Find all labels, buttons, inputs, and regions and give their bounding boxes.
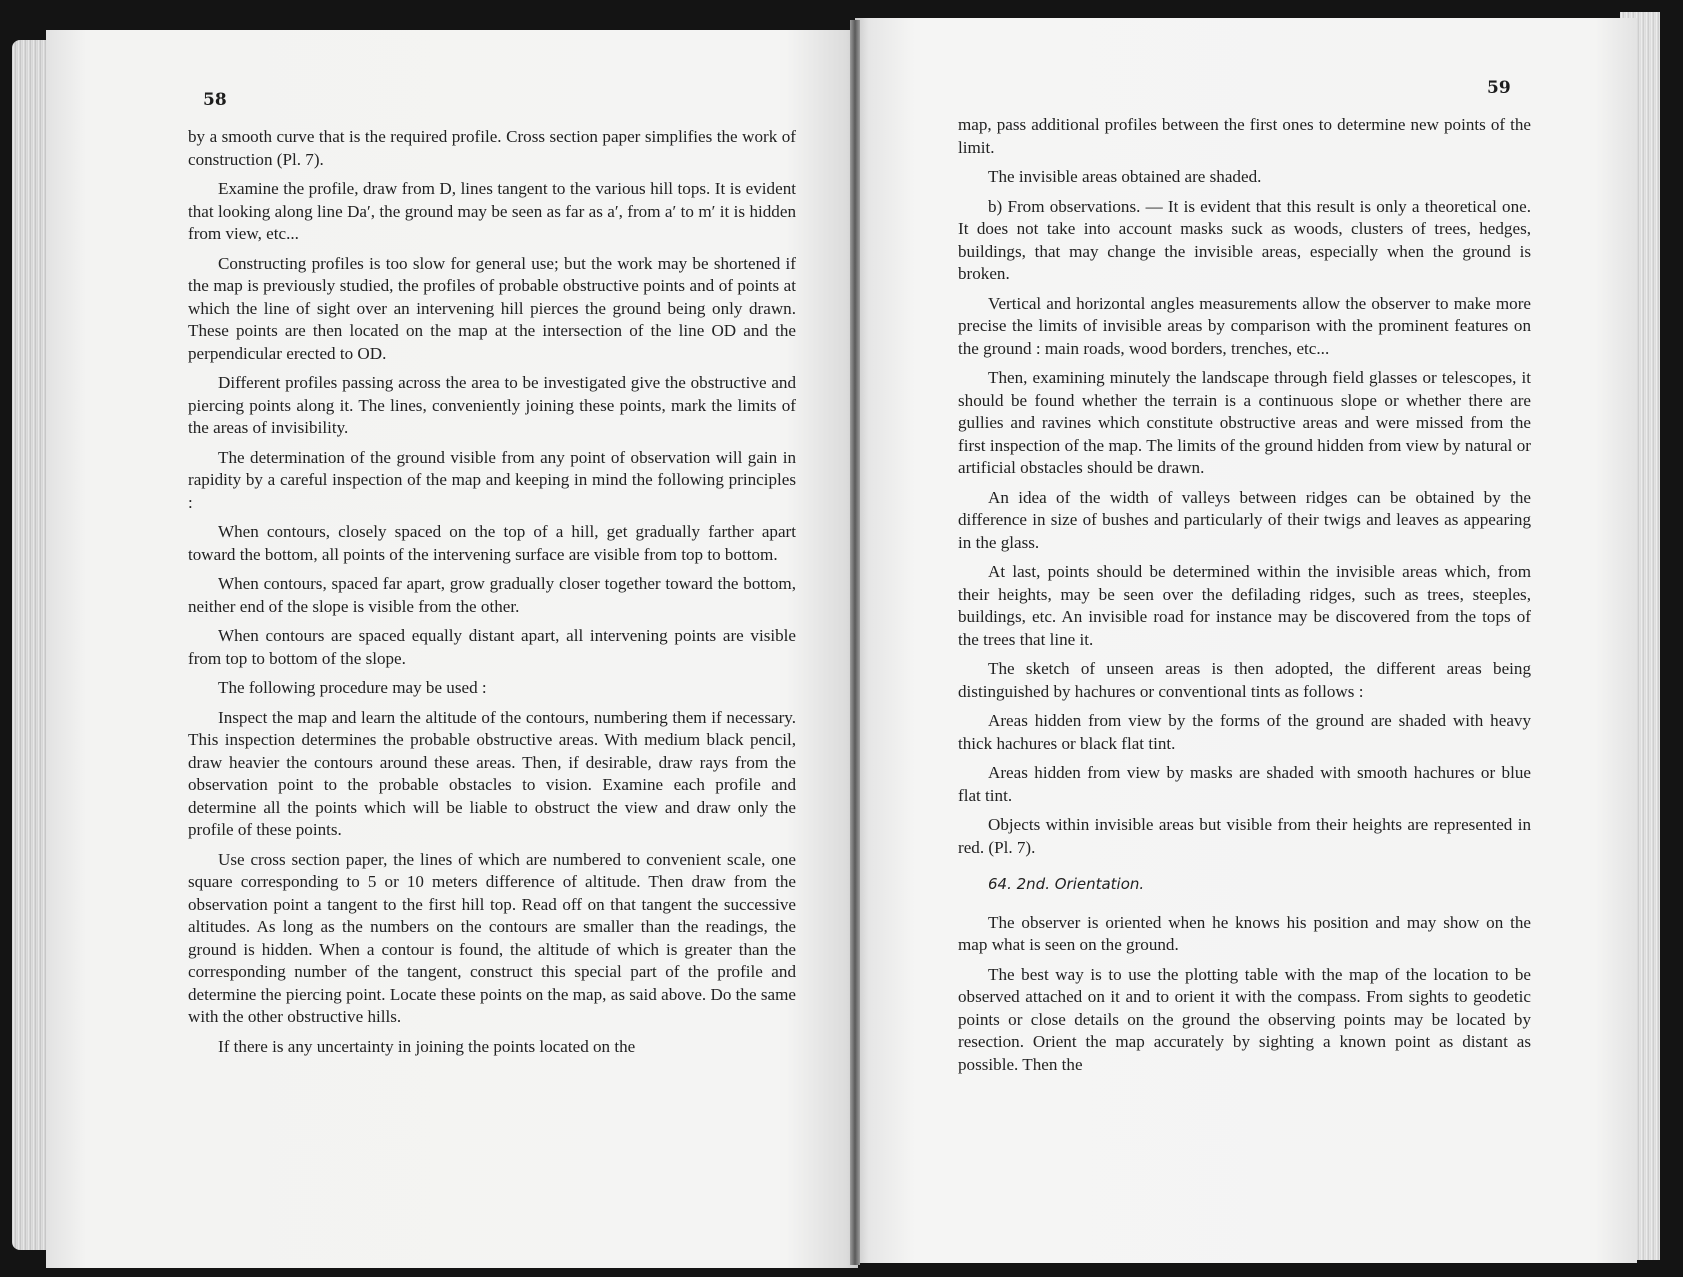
- paragraph: The invisible areas obtained are shaded.: [988, 167, 1262, 186]
- paragraph: The sketch of unseen areas is then adopted, the different areas being distinguished by hachures or conventional tints as follows :: [958, 659, 1531, 701]
- paragraph: Examine the profile, draw from D, lines tangent to the various hill tops. It is evident that looking along line Da′, the ground may be seen as far as a′, from a′ to m′ it is hidden from view, etc...: [188, 179, 796, 243]
- paragraph: Vertical and horizontal angles measurements allow the observer to make more precise the limits of invisible areas by comparison with the prominent features on the ground : main roads, wood borders, trenches, etc...: [958, 293, 1531, 358]
- paragraph: Objects within invisible areas but visible from their heights are represented in red. (Pl. 7).: [958, 815, 1531, 857]
- paragraph: At last, points should be determined within the invisible areas which, from their heights, may be seen over the defilading ridges, such as trees, steeples, buildings, etc. An invisible road for instance may be discovered from the tops of the trees that line it.: [958, 562, 1531, 649]
- paragraph: Use cross section paper, the lines of which are numbered to convenient scale, one square corresponding to 5 or 10 meters difference of altitude. Then draw from the observation point a tangent to the first hill top. Read off on that tangent the successive altitudes. As long as the numbers on the contours are smaller than the readings, the ground is hidden. When a contour is found, the altitude of which is greater than the corresponding number of the tangent, construct this special part of the profile and determine the piercing point. Locate these points on the map, as said above. Do the same with the other obstructive hills.: [188, 849, 796, 1026]
- paragraph: When contours are spaced equally distant apart, all intervening points are visible from top to bottom of the slope.: [188, 626, 796, 668]
- paragraph: An idea of the width of valleys between ridges can be obtained by the difference in size of bushes and particularly of their twigs and leaves as appearing in the glass.: [958, 487, 1531, 552]
- paragraph: The observer is oriented when he knows his position and may show on the map what is seen on the ground.: [958, 912, 1531, 954]
- paragraph: The best way is to use the plotting table with the map of the location to be observed attached on it and to orient it with the compass. From sights to geodetic points or close details on the ground the observing points may be located by resection. Orient the map accurately by sighting a known point as distant as possible. Then the: [958, 964, 1531, 1074]
- page-number: 58: [203, 90, 227, 110]
- page-number: 59: [1487, 78, 1511, 98]
- paragraph: by a smooth curve that is the required profile. Cross section paper simplifies the work of construction (Pl. 7).: [188, 127, 796, 169]
- left-page-body: [188, 126, 796, 1065]
- paragraph: Areas hidden from view by masks are shaded with smooth hachures or blue flat tint.: [958, 763, 1531, 805]
- paragraph: Different profiles passing across the area to be investigated give the obstructive and piercing points along it. The lines, conveniently joining these points, mark the limits of the areas of invisibility.: [188, 373, 796, 437]
- paragraph: If there is any uncertainty in joining the points located on the: [218, 1036, 636, 1056]
- paragraph: Inspect the map and learn the altitude of the contours, numbering them if necessary. This inspection determines the probable obstructive areas. With medium black pencil, draw heavier the contours around these areas. Then, if desirable, draw rays from the observation point to the probable obstacles to vision. Examine each profile and determine all the points which will be liable to obstruct the view and draw only the profile of these points.: [188, 707, 796, 839]
- paragraph: map, pass additional profiles between the first ones to determine new points of the limit.: [958, 115, 1531, 157]
- paragraph: Then, examining minutely the landscape through field glasses or telescopes, it should be found whether the terrain is a continuous slope or whether there are gullies and ravines which constitute obstructive areas and were missed from the first inspection of the map. The limits of the ground hidden from view by natural or artificial obstacles should be drawn.: [958, 368, 1531, 477]
- paragraph: The determination of the ground visible from any point of observation will gain in rapidity by a careful inspection of the map and keeping in mind the following principles :: [188, 447, 796, 512]
- paragraph: The following procedure may be used :: [218, 678, 487, 697]
- paragraph: When contours, closely spaced on the top of a hill, get gradually farther apart toward the bottom, all points of the intervening surface are visible from top to bottom.: [188, 522, 796, 564]
- right-page: [855, 18, 1637, 1263]
- left-page: [46, 30, 858, 1268]
- paragraph: Areas hidden from view by the forms of the ground are shaded with heavy thick hachures or black flat tint.: [958, 711, 1531, 753]
- section-heading: 64. 2nd. Orientation.: [988, 875, 1145, 893]
- paragraph: Constructing profiles is too slow for general use; but the work may be shortened if the map is previously studied, the profiles of probable obstructive points and of points at which the line of sight over an intervening hill pierces the ground being only drawn. These points are then located on the map at the intersection of the line OD and the perpendicular erected to OD.: [188, 253, 796, 363]
- paragraph: When contours, spaced far apart, grow gradually closer together toward the bottom, neither end of the slope is visible from the other.: [188, 574, 796, 616]
- book-gutter: [850, 20, 860, 1265]
- right-page-body: [958, 114, 1531, 1083]
- paragraph: b) From observations. — It is evident that this result is only a theoretical one. It does not take into account masks suck as woods, clusters of trees, hedges, buildings, that may change the invisible areas, especially when the ground is broken.: [958, 196, 1531, 283]
